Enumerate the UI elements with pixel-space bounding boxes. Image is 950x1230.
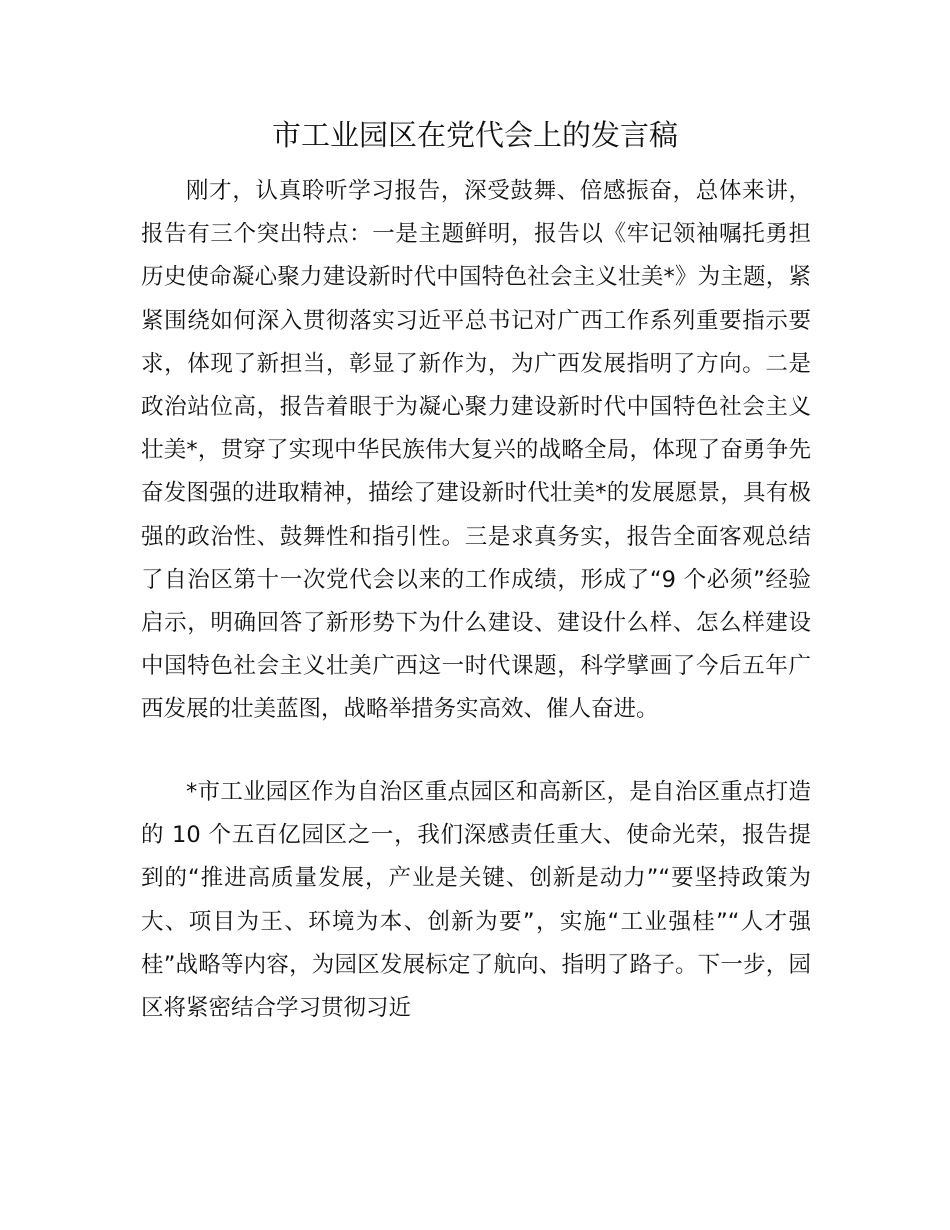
document-title: 市工业园区在党代会上的发言稿 [271,118,678,152]
paragraph-2: *市工业园区作为自治区重点园区和高新区，是自治区重点打造的 10 个五百亿园区之一，我们深感责任重大、使命光荣，报告提到的“推进高质量发展，产业是关键、创新是动力”“要坚持政策为大、项目为王、环境为本、创新为要”，实施“工业强桂”“人才强桂”战略等内容，为园区发展标定了航向、指明了路子。下一步，园区将紧密结合学习贯彻习近 [141,779,811,1022]
paragraph-1: 刚才，认真聆听学习报告，深受鼓舞、倍感振奋，总体来讲，报告有三个突出特点：一是主题鲜明，报告以《牢记领袖嘱托勇担历史使命凝心聚力建设新时代中国特色社会主义壮美*》为主题，紧紧围绕如何深入贯彻落实习近平总书记对广西工作系列重要指示要求，体现了新担当，彰显了新作为，为广西发展指明了方向。二是政治站位高，报告着眼于为凝心聚力建设新时代中国特色社会主义壮美*，贯穿了实现中华民族伟大复兴的战略全局，体现了奋勇争先奋发图强的进取精神，描绘了建设新时代壮美*的发展愿景，具有极强的政治性、鼓舞性和指引性。三是求真务实，报告全面客观总结了自治区第十一次党代会以来的工作成绩，形成了“9 个必须”经验启示，明确回答了新形势下为什么建设、建设什么样、怎么样建设中国特色社会主义壮美广西这一时代课题，科学擘画了今后五年广西发展的壮美蓝图，战略举措务实高效、催人奋进。 [141,178,811,723]
